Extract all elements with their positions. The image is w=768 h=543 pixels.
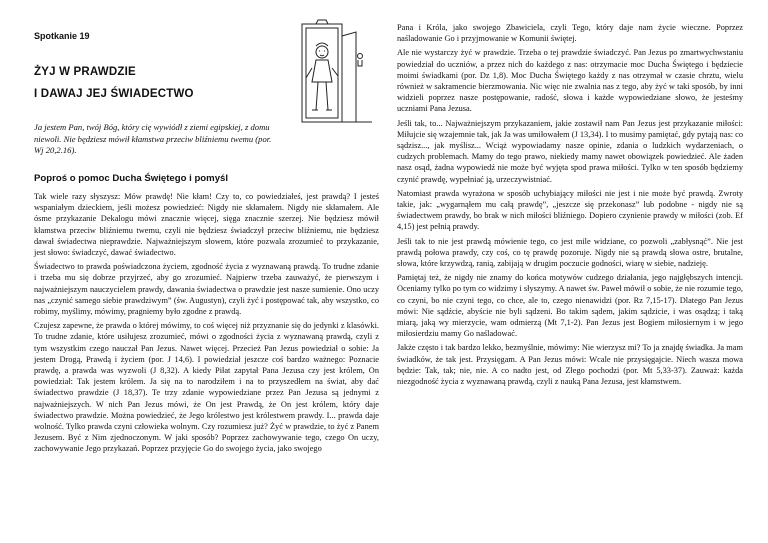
paragraph: Pamiętaj też, że nigdy nie znamy do końca motywów cudzego działania, jego najgłębszych intencji. Oceniamy tylko po tym co widzimy i słyszymy. A nawet św. Paweł mówił o sobie, że nie rozumie tego, co czyni, bo nie czyni tego, co chce, ale to, czego nienawidzi (por. Rz 7,15-17). Dlatego Pan Jezus mówi: Nie sądźcie, abyście nie byli sądzeni. Bo takim sądem, jakim sądzicie, i was osądzą; i taką miarą, jaką wy mierzycie, wam odmierzą (Mt 7,1-2). Pan Jezus jest Bogiem miłosiernym i w jego miłosierdziu mamy Go naśladować. [397, 273, 743, 339]
right-column [397, 22, 743, 390]
paragraph: Czujesz zapewne, że prawda o której mówimy, to coś więcej niż przyznanie się do jedynki z klasówki. To trudne zdanie, które usiłujesz zrozumieć, mówi o zgodności życia z wyznawaną prawdą, czyli z tym wszystkim czego nauczał Pan Jezus. Nawet więcej. Przecież Pan Jezus powiedział o sobie: Ja jestem Drogą, Prawdą i życiem (por. J 14,6). I powiedział jeszcze coś bardzo ważnego: Poznacie prawdę, a prawda was wyzwoli (J 8,32). A kiedy Piłat zapytał Pana Jezusa czy jest królem, On powiedział: Tak jestem królem. Ja się na to narodziłem i na to przyszedłem na świat, aby dać świadectwo prawdzie (J 18,37). Te trzy zdanie wypowiedziane przez Pan Jezusa są jednymi z najważniejszych. W nich Pan Jezus mówi, że On jest Prawdą, że On jest królem, który daje świadectwo prawdzie. Można powiedzieć, że Jego królestwo jest królestwem prawdy. I... prawda daje wolność. Tylko prawda czyni człowieka wolnym. Czy rozumiesz już? Żyć w prawdzie, to żyć z Panem Jezusem. Być z Nim zjednoczonym. W jaki sposób? Poprzez zachowywanie tego, czego On uczy, zachowywanie Jego przykazań. Poprzez przyjęcie Go do swojego życia, jako swojego [34, 321, 379, 454]
meeting-label: Spotkanie 19 [34, 31, 90, 41]
paragraph: Jakże często i tak bardzo lekko, bezmyślnie, mówimy: Nie wierzysz mi? To ja znajdę świadka. Ja mam świadków, że tak jest. Przysięgam. A Pan Jezus mówi: Wcale nie przysięgajcie. Niech wasza mowa będzie: Tak, tak; nie, nie. A co nadto jest, od Złego pochodzi (por. Mt 5,33-37). Zauważ: każda niezgodność życia z wyznawaną prawdą, czyli z nauką Pana Jezusa, jest kłamstwem. [397, 343, 743, 387]
page-title-line-2: I DAWAJ JEJ ŚWIADECTWO [34, 88, 194, 100]
paragraph: Jeśli tak, to... Najważniejszym przykazaniem, jakie zostawił nam Pan Jezus jest przykazanie miłości: Miłujcie się wzajemnie tak, jak Ja was umiłowałem (J 13,34). I to musimy pamiętać, gdy pytają nas: co sądzisz..., jak myślisz... Wciąż wypowiadamy nasze opinie, zdania o ludzkich wydarzeniach, o cudzych problemach. Mamy do tego prawo, niekiedy mamy nawet obowiązek powiedzieć. Ale żaden nasz osąd, żadna wypowiedź nie może być wyjęta spod prawa miłości. Tylko w ten sposób będziemy czynić prawdę, wypełniać ją, urzeczywistniać. [397, 118, 743, 184]
page-title-line-1: ŻYJ W PRAWDZIE [34, 66, 136, 78]
paragraph: Świadectwo to prawda poświadczona życiem, zgodność życia z wyznawaną prawdą. To trudne zdanie i trzeba mu się dobrze przyjrzeć, aby go zrozumieć. Najpierw trzeba zauważyć, że pierwszym i najważniejszym nauczycielem prawdy, dawania świadectwa o prawdzie jest nasze sumienie. Ono uczy nas „czynić samego siebie prawdziwym” (św. Augustyn), czyli żyć i postępować tak, aby wszystko, co robimy, myślimy, mówimy, pragniemy było zgodne z prawdą. [34, 262, 379, 317]
paragraph: Natomiast prawda wyrażona w sposób uchybiający miłości nie jest i nie może być prawdą. Zwroty takie, jak: „wygarnąłem mu całą prawdę”, „jeszcze się przekonasz” lub podobne - nigdy nie są świadectwem prawdy, bo brak w nich miłości bliźniego. Dopiero czynienie prawdy w miłości (zob. Ef 4,15) jest pełnią prawdy. [397, 188, 743, 232]
paragraph: Tak wiele razy słyszysz: Mów prawdę! Nie kłam! Czy to, co powiedziałeś, jest prawdą? I jesteś wspaniałym dzieckiem, jeśli możesz powiedzieć: Nigdy nie skłamałem. Nigdy nie skłamałem. Ale ósme przykazanie Dekalogu mówi znacznie więcej, sięga znacznie szerzej. Nie będziesz mówił kłamstwa przeciw bliźniemu twemu, czyli nie będziesz świadczył przeciw bliźniemu, nie będziesz dawał świadectwa nieprawdzie. Najważniejszym słowem, które pozwala zrozumieć to przykazanie, jest słowo: świadczyć, dawać świadectwo. [34, 192, 379, 258]
paragraph: Pana i Króla, jako swojego Zbawiciela, czyli Tego, który daje nam życie wieczne. Poprzez naśladowanie Go i przyjmowanie w Komunii świętej. [397, 23, 743, 44]
paragraph: Ale nie wystarczy żyć w prawdzie. Trzeba o tej prawdzie świadczyć. Pan Jezus po zmartwychwstaniu powiedział do uczniów, a przez nich do każdego z nas: otrzymacie moc Ducha Świętego i będziecie moimi świadkami (por. Dz 1,8). Moc Ducha Świętego każdy z nas otrzymał w czasie chrztu, wielu również w sakramencie bierzmowania. Nic więc nie zwalnia nas z tego, aby żyć w taki sposób, by inni widzieli poprzez nasze postępowanie, radość, słowa i każde wypowiedziane słowo, że jesteśmy uczniami Pana Jezusa. [397, 48, 743, 114]
motto-quote: Ja jestem Pan, twój Bóg, który cię wywiódł z ziemi egipskiej, z domu niewoli. Nie będziesz mówił kłamstwa przeciw bliźniemu twemu (por. Wj 20,2.16). [34, 122, 272, 156]
paragraph: Jeśli tak to nie jest prawdą mówienie tego, co jest mile widziane, co pozwoli „zabłysnąć”. Nie jest prawdą połowa prawdy, czy coś, co tę prawdę pozoruje. Nigdy nie są prawdą słowa ostre, brutalne, słowa, które krzywdzą, ranią, zabijają w drugim poczucie godności, wiarę w siebie, nadzieję. [397, 236, 743, 269]
boy-at-door-illustration [298, 16, 374, 126]
section-subheading: Poproś o pomoc Ducha Świętego i pomyśl [34, 173, 229, 184]
left-column [34, 191, 379, 458]
